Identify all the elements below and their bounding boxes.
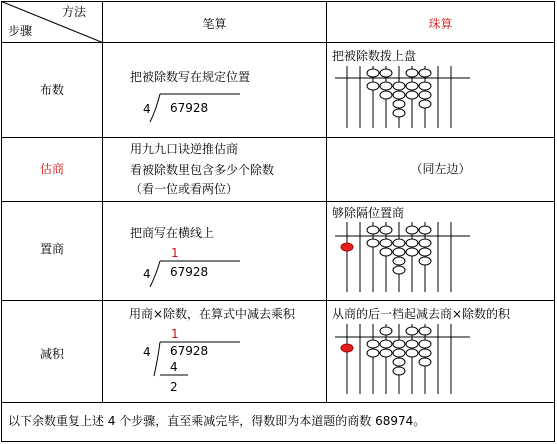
abacus-3 [335,222,470,292]
written-text-1: 把被除数写在规定位置 [130,70,251,84]
step-label-4: 减积 [39,347,64,361]
abacus-text-2: （同左边） [410,162,471,176]
written-text-3: 把商写在横线上 [130,226,215,240]
header-written-calc: 笔算 [202,17,227,31]
footer-note: 以下余数重复上述 4 个步骤，直至乘减完毕，得数即为本道题的商数 68974。 [8,414,426,428]
abacus-1 [335,66,470,128]
divisor-4: 4 [143,345,151,359]
header-step-label: 步骤 [8,24,33,38]
dividend-4: 67928 [170,344,209,358]
abacus-4 [335,324,470,394]
written-text-4: 用商×除数，在算式中减去乘积 [129,307,296,321]
dividend-1: 67928 [170,101,209,115]
written-line-2c: （看一位或看两位） [130,182,239,196]
written-line-2b: 看被除数里包含多少个除数 [130,163,275,177]
written-line-2a: 用九九口诀逆推估商 [130,142,239,156]
step-label-2: 估商 [39,162,64,176]
header-abacus-calc: 珠算 [428,17,453,31]
remainder-4: 2 [170,380,178,394]
quotient-3: 1 [171,246,179,260]
step-label-3: 置商 [39,242,64,256]
abacus-text-4: 从商的后一档起减去商×除数的积 [332,307,511,321]
product-4: 4 [170,360,178,374]
header-method-label: 方法 [62,5,87,19]
divisor-1: 4 [143,102,151,116]
quotient-bead [341,344,353,352]
abacus-text-3: 够除隔位置商 [332,206,405,220]
dividend-3: 67928 [170,265,209,279]
abacus-text-1: 把被除数拨上盘 [332,49,417,63]
quotient-4: 1 [171,327,179,341]
quotient-bead [341,243,353,251]
step-label-1: 布数 [39,83,64,97]
divisor-3: 4 [143,267,151,281]
